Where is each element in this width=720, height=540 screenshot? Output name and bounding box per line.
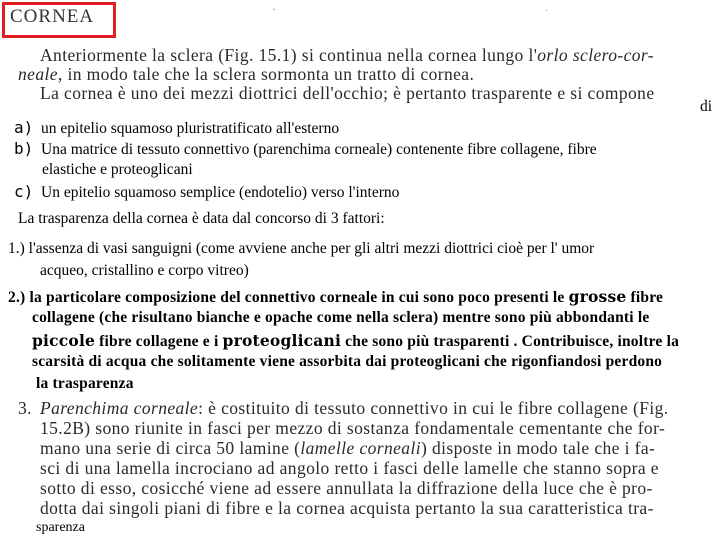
factor-1-line-1: 1.) l'assenza di vasi sanguigni (come avviene anche per gli altri mezzi diottrici cioè per l' umor xyxy=(8,240,595,257)
trailing-word: di xyxy=(700,98,713,115)
scan-bottom-marker: 3. xyxy=(18,398,32,418)
list-item: c) Un epitelio squamoso semplice (endotelio) verso l'interno xyxy=(14,182,400,201)
scan-top-line-1: Anteriormente la sclera (Fig. 15.1) si continua nella cornea lungo l'orlo sclero-cor- xyxy=(40,45,654,65)
scan-speck: · xyxy=(272,2,276,16)
scan-bottom-line-2: 15.2B) sono riunite in fasci per mezzo di sostanza fondamentale cementante che for- xyxy=(40,418,666,438)
scan-top-line-3: La cornea è uno dei mezzi diottrici dell'occhio; è pertanto trasparente e si compone xyxy=(40,83,655,103)
factor-2-line-2: collagene (che risultano bianche e opache come nella sclera) mentre sono più abbondanti le xyxy=(32,309,650,326)
factor-2-line-3: piccole fibre collagene e i proteoglicani che sono più trasparenti . Contribuisce, inoltre la xyxy=(32,331,680,350)
scan-speck: · xyxy=(545,6,549,17)
factor-2-line-5: la trasparenza xyxy=(36,375,134,392)
scan-bottom-line-5: sotto di esso, cosicché viene ad essere annullata la diffrazione della luce che è pro- xyxy=(40,478,653,498)
list-item-continuation: elastiche e proteoglicani xyxy=(42,161,193,178)
list-item: a) un epitelio squamoso pluristratificato all'esterno xyxy=(14,118,340,137)
scan-bottom-line-6: dotta dai singoli piani di fibre e la cornea acquista pertanto la sua caratteristica tra- xyxy=(40,498,654,518)
scan-bottom-line-7: sparenza xyxy=(36,520,85,535)
scan-top-line-2: neale, in modo tale che la sclera sormonta un tratto di cornea. xyxy=(18,64,475,84)
factor-2-line-4: scarsità di acqua che solitamente viene assorbita dai proteoglicani che rigonfiandosi perdono xyxy=(32,353,663,370)
factor-1-line-2: acqueo, cristallino e corpo vitreo) xyxy=(40,262,249,279)
page-title: CORNEA xyxy=(10,6,95,27)
scan-bottom-line-4: sci di una lamella incrociano ad angolo retto i fasci delle lamelle che stanno sopra e xyxy=(40,458,659,478)
factors-intro: La trasparenza della cornea è data dal concorso di 3 fattori: xyxy=(18,210,385,227)
factor-2-line-1: 2.) la particolare composizione del connettivo corneale in cui sono poco presenti le grosse fibre xyxy=(8,287,664,306)
scan-bottom-line-3: mano una serie di circa 50 lamine (lamelle corneali) disposte in modo tale che i fa- xyxy=(40,438,656,458)
scan-bottom-line-1: Parenchima corneale: è costituito di tessuto connettivo in cui le fibre collagene (Fig. xyxy=(40,398,669,418)
list-item: b) Una matrice di tessuto connettivo (parenchima corneale) contenente fibre collagene, fibre xyxy=(14,139,597,158)
